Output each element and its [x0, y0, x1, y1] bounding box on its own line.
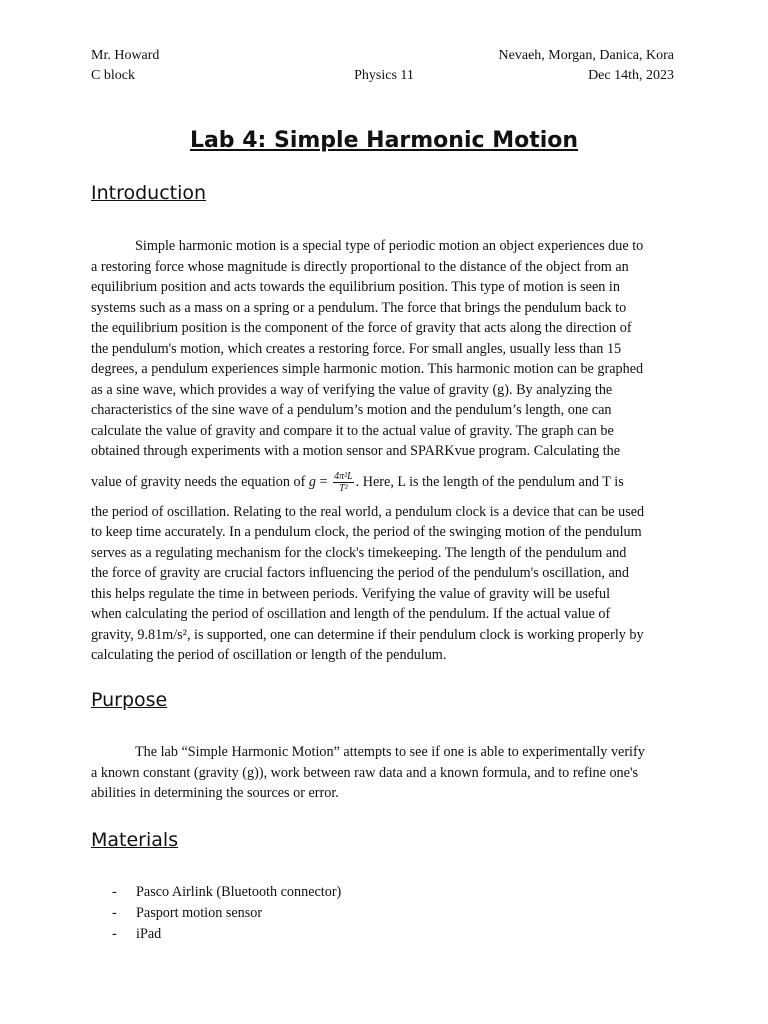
paragraph-line: gravity, 9.81m/s², is supported, one can determine if their pendulum clock is working properly by [91, 626, 644, 643]
report-date: Dec 14th, 2023 [588, 68, 674, 83]
formula-line [91, 462, 677, 502]
materials-heading: Materials [91, 829, 179, 851]
paragraph-line: when calculating the period of oscillation and length of the pendulum. If the actual value of [91, 606, 611, 622]
paragraph-line: The lab “Simple Harmonic Motion” attempts to see if one is able to experimentally verify [135, 744, 645, 760]
paragraph-line: to keep time accurately. In a pendulum clock, the period of the swinging motion of the pendulum [91, 524, 642, 540]
paragraph-line: serves as a regulating mechanism for the clock's timekeeping. The length of the pendulum and [91, 544, 627, 561]
list-bullet: - [112, 926, 117, 942]
paragraph-line: as a sine wave, which provides a way of verifying the value of gravity (g). By analyzing the [91, 381, 613, 398]
paragraph-line: the period of oscillation. Relating to the real world, a pendulum clock is a device that can be used [91, 503, 645, 520]
paragraph-line: this helps regulate the time in between periods. Verifying the value of gravity will be useful [91, 585, 611, 602]
paragraph-line: abilities in determining the sources or error. [91, 785, 339, 801]
document-title: Lab 4: Simple Harmonic Motion [189, 128, 579, 153]
list-bullet: - [112, 884, 117, 900]
paragraph-line: Simple harmonic motion is a special type of periodic motion an object experiences due to [135, 238, 644, 254]
paragraph-line: calculating the period of oscillation or length of the pendulum. [91, 647, 447, 663]
class-block: C block [91, 68, 135, 83]
paragraph-line: obtained through experiments with a motion sensor and SPARKvue program. Calculating the [91, 443, 621, 459]
paragraph-line: the force of gravity are crucial factors influencing the period of the pendulum's oscillation, and [91, 565, 629, 581]
material-pasco-airlink: Pasco Airlink (Bluetooth connector) [136, 884, 342, 900]
introduction-heading: Introduction [91, 182, 207, 204]
formula-numerator: 4π²L [334, 470, 353, 482]
materials-list [112, 882, 341, 945]
gravity-formula-fraction [333, 471, 354, 494]
list-item [112, 882, 341, 903]
formula-trail-text: . Here, L is the length of the pendulum and T is [355, 473, 624, 490]
list-bullet: - [112, 905, 117, 921]
introduction-paragraph [91, 236, 677, 666]
list-item [112, 903, 341, 924]
material-motion-sensor: Pasport motion sensor [136, 905, 263, 921]
gravity-symbol: g [308, 473, 316, 490]
paragraph-line: a restoring force whose magnitude is directly proportional to the distance of the object from an [91, 258, 629, 275]
paragraph-line: equilibrium position and acts towards the equilibrium position. This type of motion is seen in [91, 279, 620, 295]
formula-denominator: T² [339, 482, 348, 494]
list-item [112, 924, 341, 945]
paragraph-line: the pendulum's motion, which creates a restoring force. For small angles, usually less than 15 [91, 340, 622, 357]
paragraph-line: degrees, a pendulum experiences simple harmonic motion. This harmonic motion can be graphed [91, 361, 644, 377]
paragraph-line: calculate the value of gravity and compare it to the actual value of gravity. The graph can be [91, 422, 614, 439]
purpose-heading: Purpose [91, 689, 168, 711]
course-name: Physics 11 [354, 68, 414, 83]
formula-lead-text: value of gravity needs the equation of [91, 473, 309, 490]
paragraph-line: a known constant (gravity (g)), work between raw data and a known formula, and to refine one's [91, 764, 639, 781]
paragraph-line: the equilibrium position is the component of the force of gravity that acts along the direction of [91, 320, 632, 336]
student-names: Nevaeh, Morgan, Danica, Kora [498, 48, 674, 63]
material-ipad: iPad [136, 926, 162, 942]
equals-sign: = [315, 473, 332, 490]
teacher-name: Mr. Howard [91, 48, 160, 63]
paragraph-line: systems such as a mass on a spring or a pendulum. The force that brings the pendulum back to [91, 299, 627, 316]
paragraph-line: characteristics of the sine wave of a pendulum’s motion and the pendulum’s length, one can [91, 402, 612, 418]
purpose-paragraph [91, 742, 677, 804]
